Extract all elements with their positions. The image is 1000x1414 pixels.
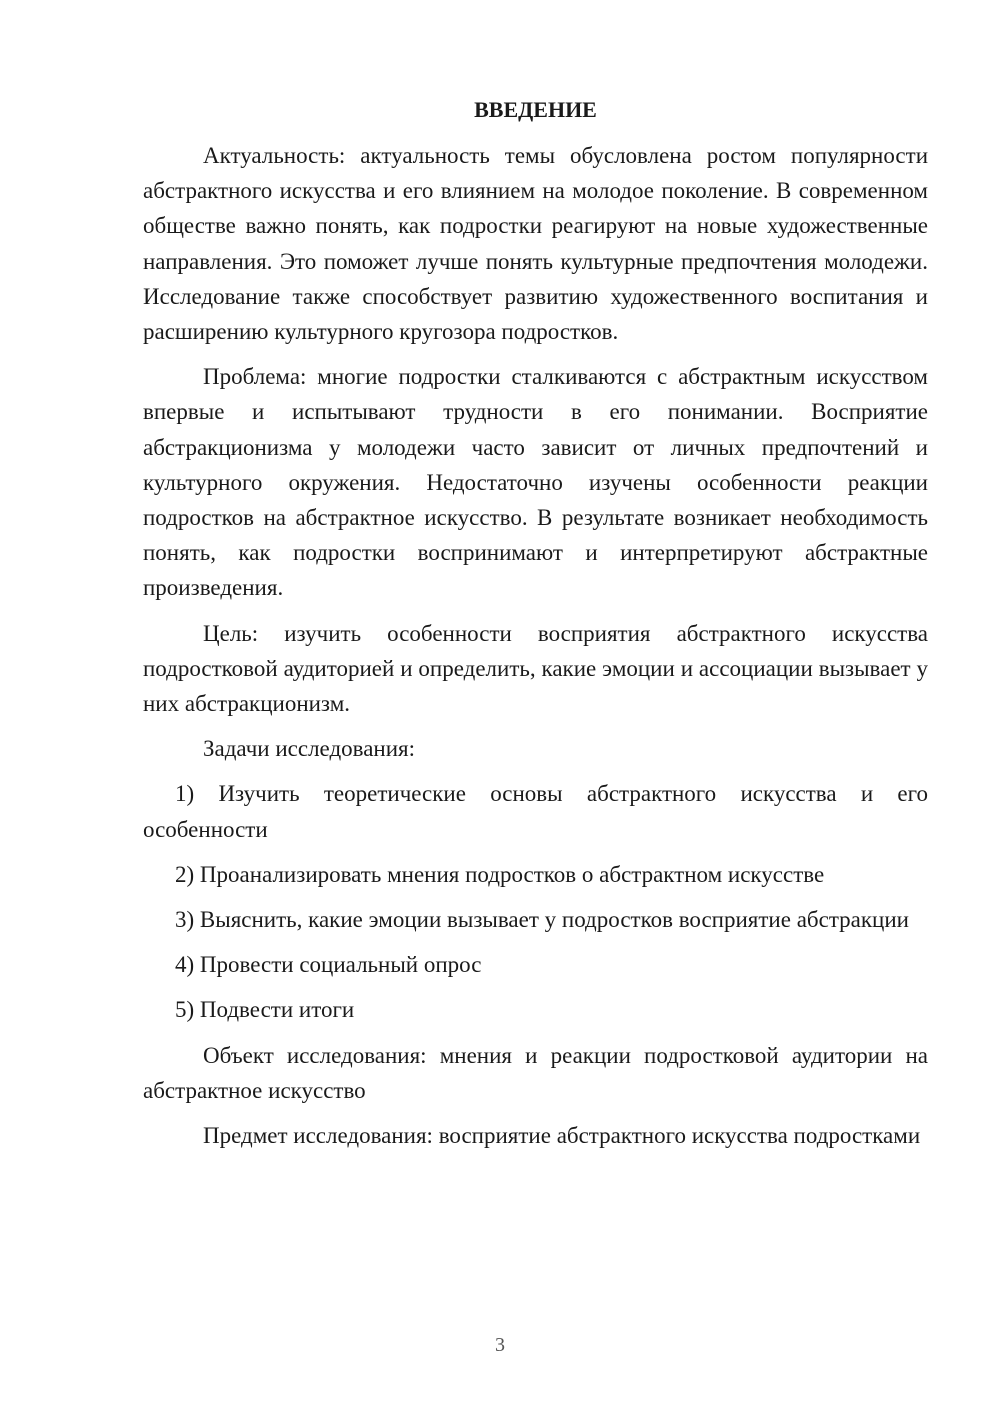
task-item: 2) Проанализировать мнения подростков о абстрактном искусстве: [175, 861, 825, 887]
paragraph-relevance: Актуальность: актуальность темы обусловлена ростом популярности абстрактного искусства и его влиянием на молодое поколение. В современном обществе важно понять, как подростки реагируют на новые художественные направления. Это поможет лучше понять культурные предпочтения молодежи. Исследование также способствует развитию художественного воспитания и расширению культурного кругозора подростков.: [143, 143, 928, 345]
paragraph-goal: Цель: изучить особенности восприятия абстрактного искусства подростковой аудиторией и определить, какие эмоции и ассоциации вызывает у них абстракционизм.: [143, 620, 928, 717]
task-item: 3) Выяснить, какие эмоции вызывает у подростков восприятие абстракции: [175, 907, 909, 933]
page-title: ВВЕДЕНИЕ: [474, 97, 597, 122]
tasks-heading: Задачи исследования:: [203, 736, 416, 762]
task-item: 4) Провести социальный опрос: [175, 952, 482, 978]
paragraph-problem: Проблема: многие подростки сталкиваются с абстрактным искусством впервые и испытывают трудности в его понимании. Восприятие абстракционизма у молодежи часто зависит от личных предпочтений и культурного окружения. Недостаточно изучены особенности реакции подростков на абстрактное искусство. В результате возникает необходимость понять, как подростки воспринимают и интерпретируют абстрактные произведения.: [143, 364, 928, 601]
task-item: 5) Подвести итоги: [175, 997, 355, 1023]
paragraph-object: Объект исследования: мнения и реакции подростковой аудитории на абстрактное искусство: [143, 1042, 928, 1103]
paragraph-subject: Предмет исследования: восприятие абстрактного искусства подростками: [203, 1123, 921, 1149]
page-content: [143, 94, 928, 1163]
task-item: 1) Изучить теоретические основы абстрактного искусства и его особенности: [143, 781, 928, 842]
tasks-list: [143, 776, 928, 1027]
page-number: 3: [495, 1334, 505, 1356]
